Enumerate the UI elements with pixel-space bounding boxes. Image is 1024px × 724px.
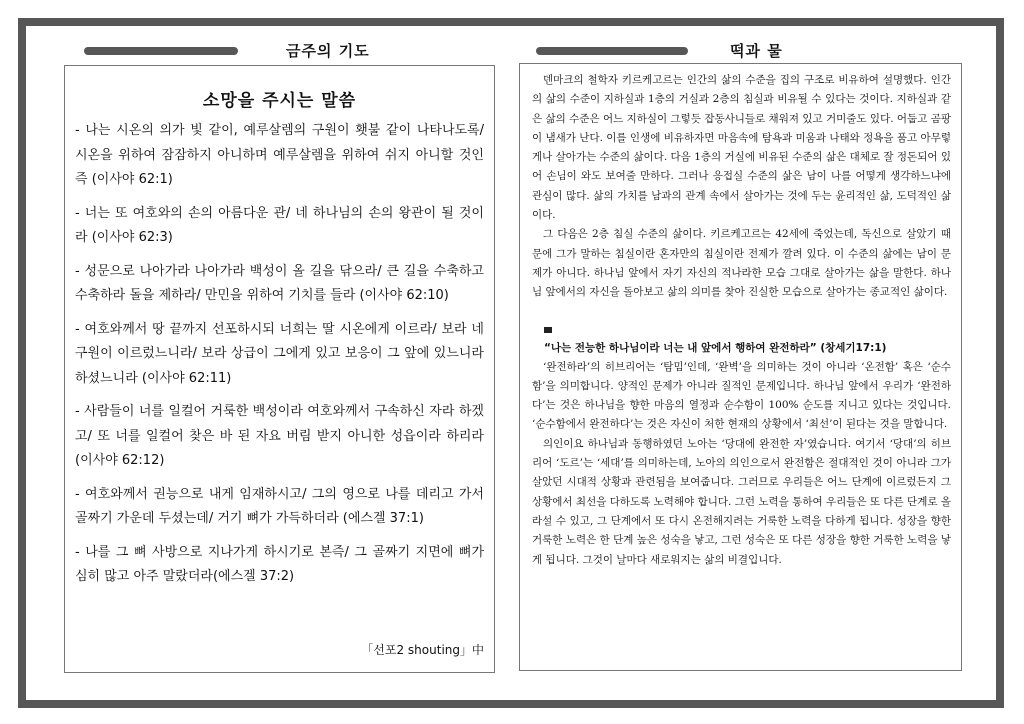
verse-item: - 사람들이 너를 일컬어 거룩한 백성이라 여호와께서 구속하신 자라 하겠고/ 또 너를 일컬어 찾은 바 된 자요 버림 받지 아니한 성읍이라 하리라 (이사야 62:12) (75, 404, 484, 468)
article-paragraph: 그 다음은 2층 침실 수준의 삶이다. 키르케고르는 42세에 죽었는데, 독신으로 살았기 때문에 그가 말하는 침실이란 혼자만의 침실이란 전제가 깔려 있다. 이 수준의 삶에는 남이 문제가 아니다. 하나님 앞에서 자기 자신의 적나라한 모습 그대로 살아가는 삶을 말한다. 하나님 앞에서의 자신을 돌아보고 삶의 의미를 찾아 진실한 모습으로 살아가는 종교적인 삶이다. (532, 228, 951, 299)
verse-item: - 여호와께서 권능으로 내게 임재하시고/ 그의 영으로 나를 데리고 가서 골짜기 가운데 두셨는데/ 거기 뼈가 가득하더라 (에스겔 37:1) (75, 486, 484, 526)
scripture-quote: “나는 전능한 하나님이라 너는 내 앞에서 행하여 완전하라” (창세기17:1) (544, 341, 887, 354)
left-header (84, 40, 484, 61)
right-header-title: 떡과 물 (730, 42, 783, 60)
prayer-panel (64, 65, 495, 673)
verse-item: - 나는 시온의 의가 빛 같이, 예루살렘의 구원이 횃불 같이 나타나도록/ 시온을 위하여 잠잠하지 아니하며 예루살렘을 위하여 쉬지 아니할 것인즉 (이사야 62:1) (75, 123, 484, 187)
left-header-title: 금주의 기도 (286, 42, 370, 60)
verse-item: - 나를 그 뼈 사방으로 지나가게 하시기로 본즉/ 그 골짜기 지면에 뼈가 심히 많고 아주 말랐더라(에스겔 37:2) (75, 544, 484, 584)
verse-source: 「선포2 shouting」中 (361, 643, 484, 657)
verse-item: - 여호와께서 땅 끝까지 선포하시되 너희는 딸 시온에게 이르라/ 보라 네 구원이 이르렀느니라/ 보라 상급이 그에게 있고 보응이 그 앞에 있느니라 하셨느니라 (이사야 62:11) (75, 321, 484, 386)
verses-title: 소망을 주시는 말씀 (202, 91, 357, 111)
header-bar-decoration (536, 47, 688, 55)
header-bar-decoration (84, 47, 238, 55)
right-header (536, 40, 956, 61)
article-paragraph: 덴마크의 철학자 키르케고르는 인간의 삶의 수준을 집의 구조로 비유하여 설명했다. 인간의 삶의 수준이 지하실과 1층의 거실과 2층의 침실과 비유될 수 있다는 것이다. 지하실과 같은 삶의 수준은 어느 지하실이 그렇듯 잡동사니들로 채워져 있고 거미줄도 있다. 어둡고 곰팡이 냄새가 난다. 이를 인생에 비유하자면 마음속에 탐욕과 미움과 나태와 정욕을 품고 아무렇게나 살아가는 수준의 삶이다. 다음 1층의 거실에 비유된 수준의 삶은 대체로 잘 정돈되어 있어 손님이 와도 보여줄 만하다. 그러나 응접실 수준의 삶은 남이 나를 어떻게 생각하느냐에 관심이 많다. 삶의 가치를 남과의 관계 속에서 살아가는 것에 두는 윤리적인 삶, 도덕적인 삶이다. (532, 74, 951, 222)
verse-item: - 너는 또 여호와의 손의 아름다운 관/ 네 하나님의 손의 왕관이 될 것이라 (이사야 62:3) (75, 205, 484, 245)
verse-item: - 성문으로 나아가라 나아가라 백성이 올 길을 닦으라/ 큰 길을 수축하고 수축하라 돌을 제하라/ 만민을 위하여 기치를 들라 (이사야 62:10) (75, 263, 484, 303)
bread-water-panel (519, 63, 962, 671)
article-paragraph: ‘완전하라’의 히브리어는 ‘탐밈’인데, ‘완벽’을 의미하는 것이 아니라 ‘온전함’ 혹은 ‘순수함’을 의미합니다. 양적인 문제가 아니라 질적인 문제입니다. 하나님 앞에서 우리가 ‘완전하다’는 것은 하나님을 향한 마음의 열정과 순수함이 100% 순도를 지니고 있다는 것입니다. ‘순수함에서 완전하다’는 것은 자신이 처한 현재의 상황에서 ‘최선’이 된다는 것을 말합니다. (532, 360, 951, 431)
bullet-square-icon (544, 327, 552, 333)
article-paragraph: 의인이요 하나님과 동행하였던 노아는 ‘당대에 완전한 자’였습니다. 여기서 ‘당대’의 히브리어 ‘도르’는 ‘세대’를 의미하는데, 노아의 의인으로서 완전함은 절대적인 것이 아니라 그가 살았던 시대적 상황과 관련됨을 보여줍니다. 그러므로 우리들은 어느 단계에 이르렀든지 그 상황에서 최선을 다하도록 노력해야 합니다. 그런 노력을 통하여 우리들은 또 다른 단계로 올라설 수 있고, 그 단계에서 또 다시 온전해지려는 거룩한 노력을 다하게 됩니다. 성장을 향한 거룩한 노력은 한 단계 높은 성숙을 낳고, 그런 성숙은 또 다른 성장을 향한 거룩한 노력을 낳게 됩니다. 그것이 날마다 새로워지는 삶의 비결입니다. (532, 437, 951, 566)
verse-list (75, 119, 484, 590)
